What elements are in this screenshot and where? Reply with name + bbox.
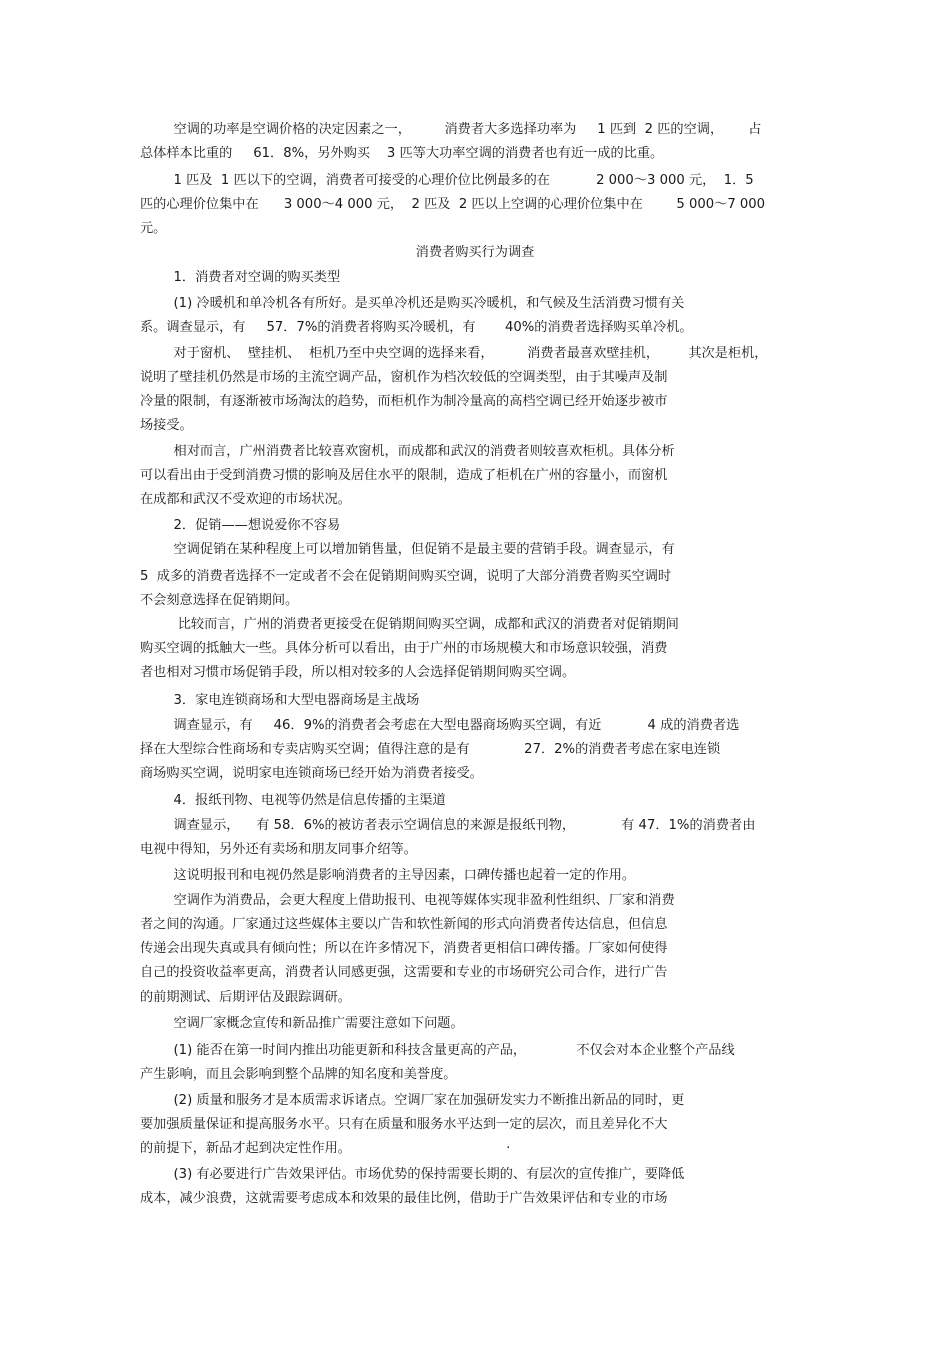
text-line: 的前期测试、后期评估及跟踪调研。 [140, 990, 351, 1005]
text-line: 购买空调的抵触大一些。具体分析可以看出，由于广州的市场规模大和市场意识较强，消费 [140, 641, 668, 656]
text-line: 要加强质量保证和提高服务水平。只有在质量和服务水平达到一定的层次，而且差异化不大 [140, 1117, 668, 1132]
text-line: 空调促销在某种程度上可以增加销售量，但促销不是最主要的营销手段。调查显示，有 [140, 542, 675, 557]
text-line: 调查显示， 有 58．6%的被访者表示空调信息的来源是报纸刊物， 有 47．1%的消费者由 [140, 818, 756, 833]
text-line: 1 匹及 1 匹以下的空调，消费者可接受的心理价位比例最多的在 2 000～3 000 元， 1．5 [140, 173, 754, 188]
text-line: 场接受。 [140, 418, 193, 433]
text-line: 传递会出现失真或具有倾向性；所以在许多情况下，消费者更相信口碑传播。厂家如何使得 [140, 941, 668, 956]
text-line: 对于窗机、 壁挂机、 柜机乃至中央空调的选择来看， 消费者最喜欢壁挂机， 其次是柜机， [140, 346, 768, 361]
text-line: 这说明报刊和电视仍然是影响消费者的主导因素，口碑传播也起着一定的作用。 [140, 868, 636, 883]
text-line: 匹的心理价位集中在 3 000～4 000 元， 2 匹及 2 匹以上空调的心理价位集中在 5 000～7 000 [140, 197, 766, 212]
text-line: 商场购买空调，说明家电连锁商场已经开始为消费者接受。 [140, 766, 483, 781]
text-line: 可以看出由于受到消费习惯的影响及居住水平的限制，造成了柜机在广州的容量小，而窗机 [140, 468, 668, 483]
text-line: 空调的功率是空调价格的决定因素之一， 消费者大多选择功率为 1 匹到 2 匹的空调， 占 [140, 122, 762, 137]
text-line: 系。调查显示，有 57．7%的消费者将购买冷暖机，有 40%的消费者选择购买单冷机。 [140, 320, 693, 335]
text-line: 元。 [140, 221, 167, 236]
section-heading: 消费者购买行为调查 [415, 245, 535, 260]
text-line: 成本，减少浪费，这就需要考虑成本和效果的最佳比例，借助于广告效果评估和专业的市场 [140, 1191, 668, 1206]
text-line: 者之间的沟通。厂家通过这些媒体主要以广告和软性新闻的形式向消费者传达信息，但信息 [140, 917, 668, 932]
subheading: 4．报纸刊物、电视等仍然是信息传播的主渠道 [140, 793, 446, 808]
text-line: 相对而言，广州消费者比较喜欢窗机，而成都和武汉的消费者则较喜欢柜机。具体分析 [140, 444, 675, 459]
text-line: 择在大型综合性商场和专卖店购买空调；值得注意的是有 27．2%的消费者考虑在家电连锁 [140, 742, 721, 757]
text-line: 电视中得知，另外还有卖场和朋友同事介绍等。 [140, 842, 417, 857]
text-line: 空调作为消费品，会更大程度上借助报刊、电视等媒体实现非盈利性组织、厂家和消费 [140, 893, 675, 908]
text-line: 空调厂家概念宣传和新品推广需要注意如下问题。 [140, 1016, 464, 1031]
text-line: (1) 冷暖机和单冷机各有所好。是买单冷机还是购买冷暖机，和气候及生活消费习惯有关 [140, 296, 685, 311]
text-line: 冷量的限制，有逐渐被市场淘汰的趋势，而柜机作为制冷量高的高档空调已经开始逐步被市 [140, 394, 668, 409]
text-line: (2) 质量和服务才是本质需求诉诸点。空调厂家在加强研发实力不断推出新品的同时，更 [140, 1093, 685, 1108]
text-line: 不会刻意选择在促销期间。 [140, 593, 299, 608]
subheading: 2．促销——想说爱你不容易 [140, 518, 341, 533]
subheading: 3．家电连锁商场和大型电器商场是主战场 [140, 693, 420, 708]
text-line: 自己的投资收益率更高，消费者认同感更强，这需要和专业的市场研究公司合作，进行广告 [140, 965, 668, 980]
text-line: 的前提下，新品才起到决定性作用。 · [140, 1141, 511, 1156]
subheading: 1．消费者对空调的购买类型 [140, 270, 341, 285]
text-line: 5 成多的消费者选择不一定或者不会在促销期间购买空调，说明了大部分消费者购买空调时 [140, 569, 672, 584]
text-line: 总体样本比重的 61．8%，另外购买 3 匹等大功率空调的消费者也有近一成的比重。 [140, 146, 664, 161]
text-line: 在成都和武汉不受欢迎的市场状况。 [140, 492, 351, 507]
text-line: 调查显示，有 46．9%的消费者会考虑在大型电器商场购买空调，有近 4 成的消费者选 [140, 718, 740, 733]
text-line: (3) 有必要进行广告效果评估。市场优势的保持需要长期的、有层次的宣传推广，要降低 [140, 1167, 685, 1182]
text-line: (1) 能否在第一时间内推出功能更新和科技含量更高的产品， 不仅会对本企业整个产品线 [140, 1043, 735, 1058]
text-line: 者也相对习惯市场促销手段，所以相对较多的人会选择促销期间购买空调。 [140, 665, 576, 680]
text-line: 产生影响，而且会影响到整个品牌的知名度和美誉度。 [140, 1067, 457, 1082]
text-line: 比较而言，广州的消费者更接受在促销期间购买空调，成都和武汉的消费者对促销期间 [140, 617, 679, 632]
text-line: 说明了壁挂机仍然是市场的主流空调产品，窗机作为档次较低的空调类型，由于其噪声及制 [140, 370, 668, 385]
